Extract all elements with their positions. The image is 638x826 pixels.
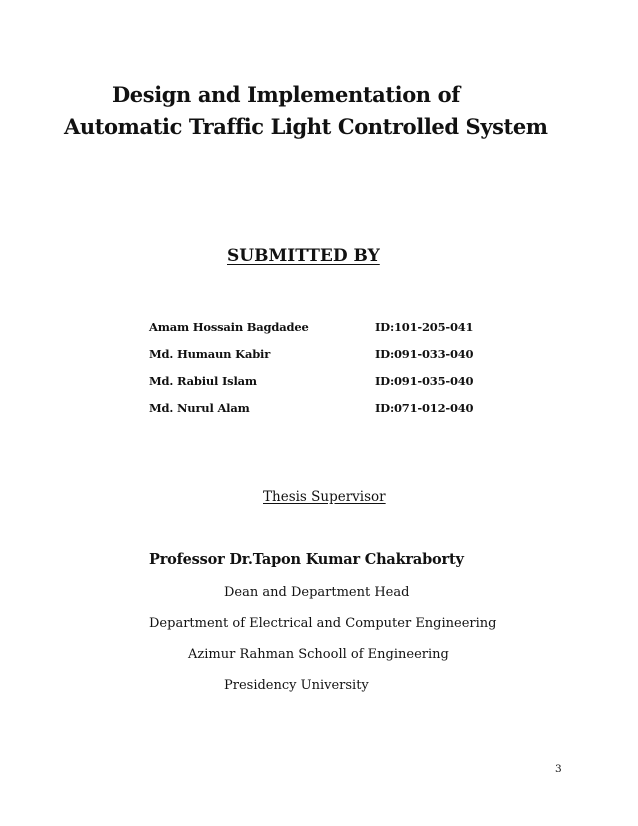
member-id: ID:091-033-040 <box>375 347 474 361</box>
page-number: 3 <box>555 763 562 775</box>
member-name: Md. Humaun Kabir <box>149 347 271 361</box>
supervisor-university: Presidency University <box>224 678 369 693</box>
title-line-1: Design and Implementation of <box>112 82 460 107</box>
supervisor-position: Dean and Department Head <box>224 585 410 600</box>
thesis-supervisor-heading: Thesis Supervisor <box>263 489 386 505</box>
member-id: ID:101-205-041 <box>375 320 474 334</box>
supervisor-school: Azimur Rahman Schooll of Engineering <box>188 647 449 662</box>
title-line-2: Automatic Traffic Light Controlled System <box>64 114 548 139</box>
member-name: Md. Rabiul Islam <box>149 374 257 388</box>
member-name: Amam Hossain Bagdadee <box>149 320 309 334</box>
member-id: ID:071-012-040 <box>375 401 474 415</box>
member-id: ID:091-035-040 <box>375 374 474 388</box>
supervisor-department: Department of Electrical and Computer Engineering <box>149 616 497 631</box>
supervisor-name: Professor Dr.Tapon Kumar Chakraborty <box>149 551 464 568</box>
member-name: Md. Nurul Alam <box>149 401 250 415</box>
submitted-by-heading: SUBMITTED BY <box>227 246 380 266</box>
